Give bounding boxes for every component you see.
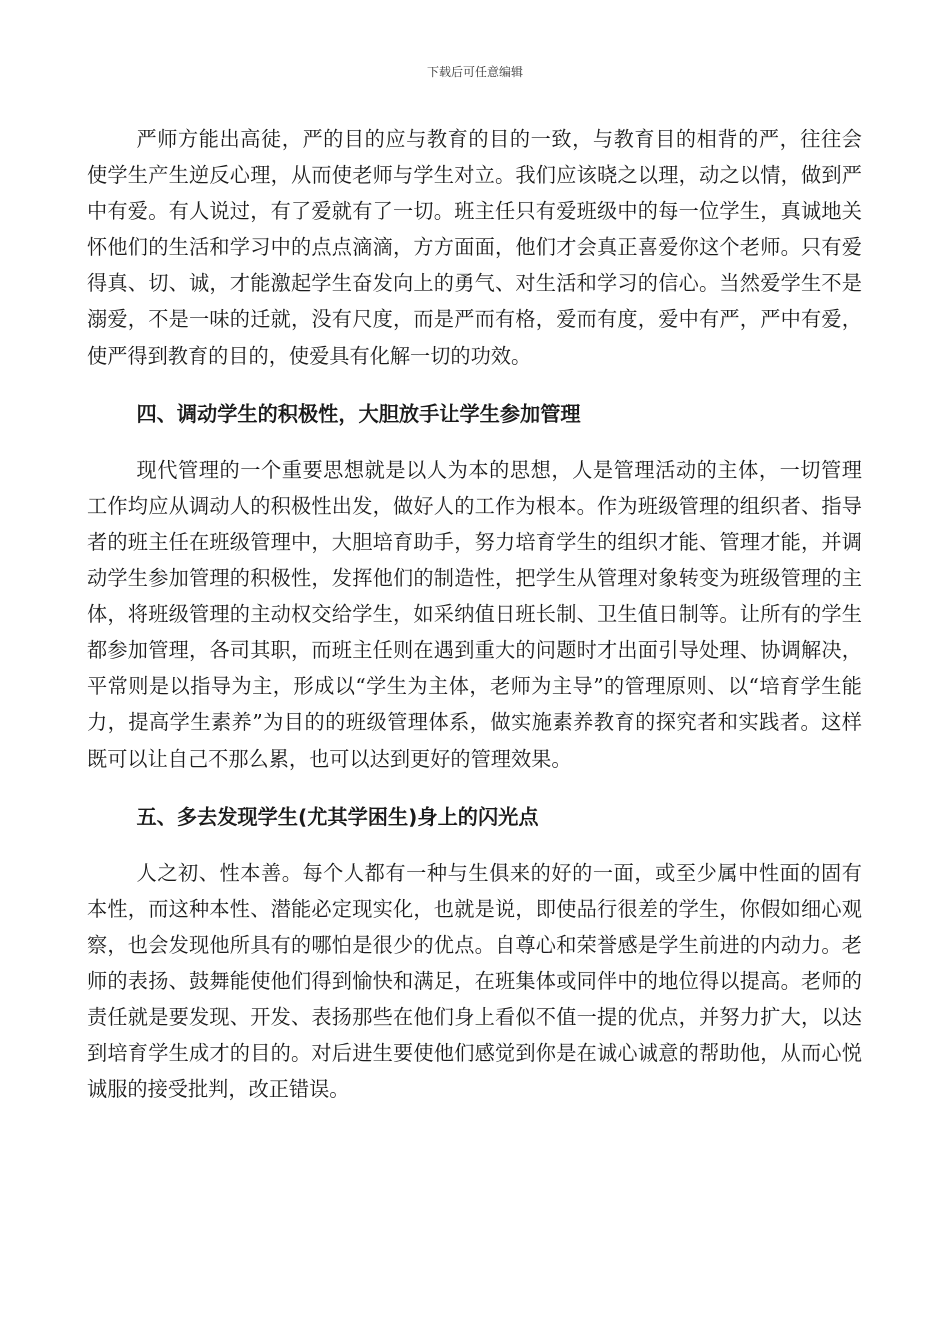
page-header: 下载后可任意编辑 bbox=[426, 65, 523, 79]
section-heading-5: 五、多去发现学生(尤其学困生)身上的闪光点 bbox=[136, 804, 539, 829]
document-body bbox=[87, 121, 862, 1107]
paragraph-bright-spots: 人之初、性本善。每个人都有一种与生俱来的好的一面，或至少属中性面的固有本性，而这种本性、潜能必定现实化，也就是说，即使品行很差的学生，你假如细心观察，也会发现他所具有的哪怕是很少的优点。自尊心和荣誉感是学生前进的内动力。老师的表扬、鼓舞能使他们得到愉快和满足，在班集体或同伴中的地位得以提高。老师的责任就是要发现、开发、表扬那些在他们身上看似不值一提的优点，并努力扩大，以达到培育学生成才的目的。对后进生要使他们感觉到你是在诚心诚意的帮助他，从而心悦诚服的接受批判，改正错误。 bbox=[87, 860, 862, 1102]
section-heading-4: 四、调动学生的积极性，大胆放手让学生参加管理 bbox=[136, 401, 581, 426]
paragraph-strict-and-love: 严师方能出高徒，严的目的应与教育的目的一致，与教育目的相背的严，往往会使学生产生逆反心理，从而使老师与学生对立。我们应该晓之以理，动之以情，做到严中有爱。有人说过，有了爱就有了一切。班主任只有爱班级中的每一位学生，真诚地关怀他们的生活和学习中的点点滴滴，方方面面，他们才会真正喜爱你这个老师。只有爱得真、切、诚，才能激起学生奋发向上的勇气、对生活和学习的信心。当然爱学生不是溺爱，不是一味的迁就，没有尺度，而是严而有格，爱而有度，爱中有严，严中有爱，使严得到教育的目的，使爱具有化解一切的功效。 bbox=[87, 127, 862, 368]
paragraph-student-management: 现代管理的一个重要思想就是以人为本的思想，人是管理活动的主体，一切管理工作均应从调动人的积极性出发，做好人的工作为根本。作为班级管理的组织者、指导者的班主任在班级管理中，大胆培育助手，努力培育学生的组织才能、管理才能，并调动学生参加管理的积极性，发挥他们的制造性，把学生从管理对象转变为班级管理的主体，将班级管理的主动权交给学生，如采纳值日班长制、卫生值日制等。让所有的学生都参加管理，各司其职，而班主任则在遇到重大的问题时才出面引导处理、协调解决，平常则是以指导为主，形成以“学生为主体，老师为主导”的管理原则、以“培育学生能力，提高学生素养”为目的的班级管理体系，做实施素养教育的探究者和实践者。这样既可以让自己不那么累，也可以达到更好的管理效果。 bbox=[87, 457, 862, 771]
